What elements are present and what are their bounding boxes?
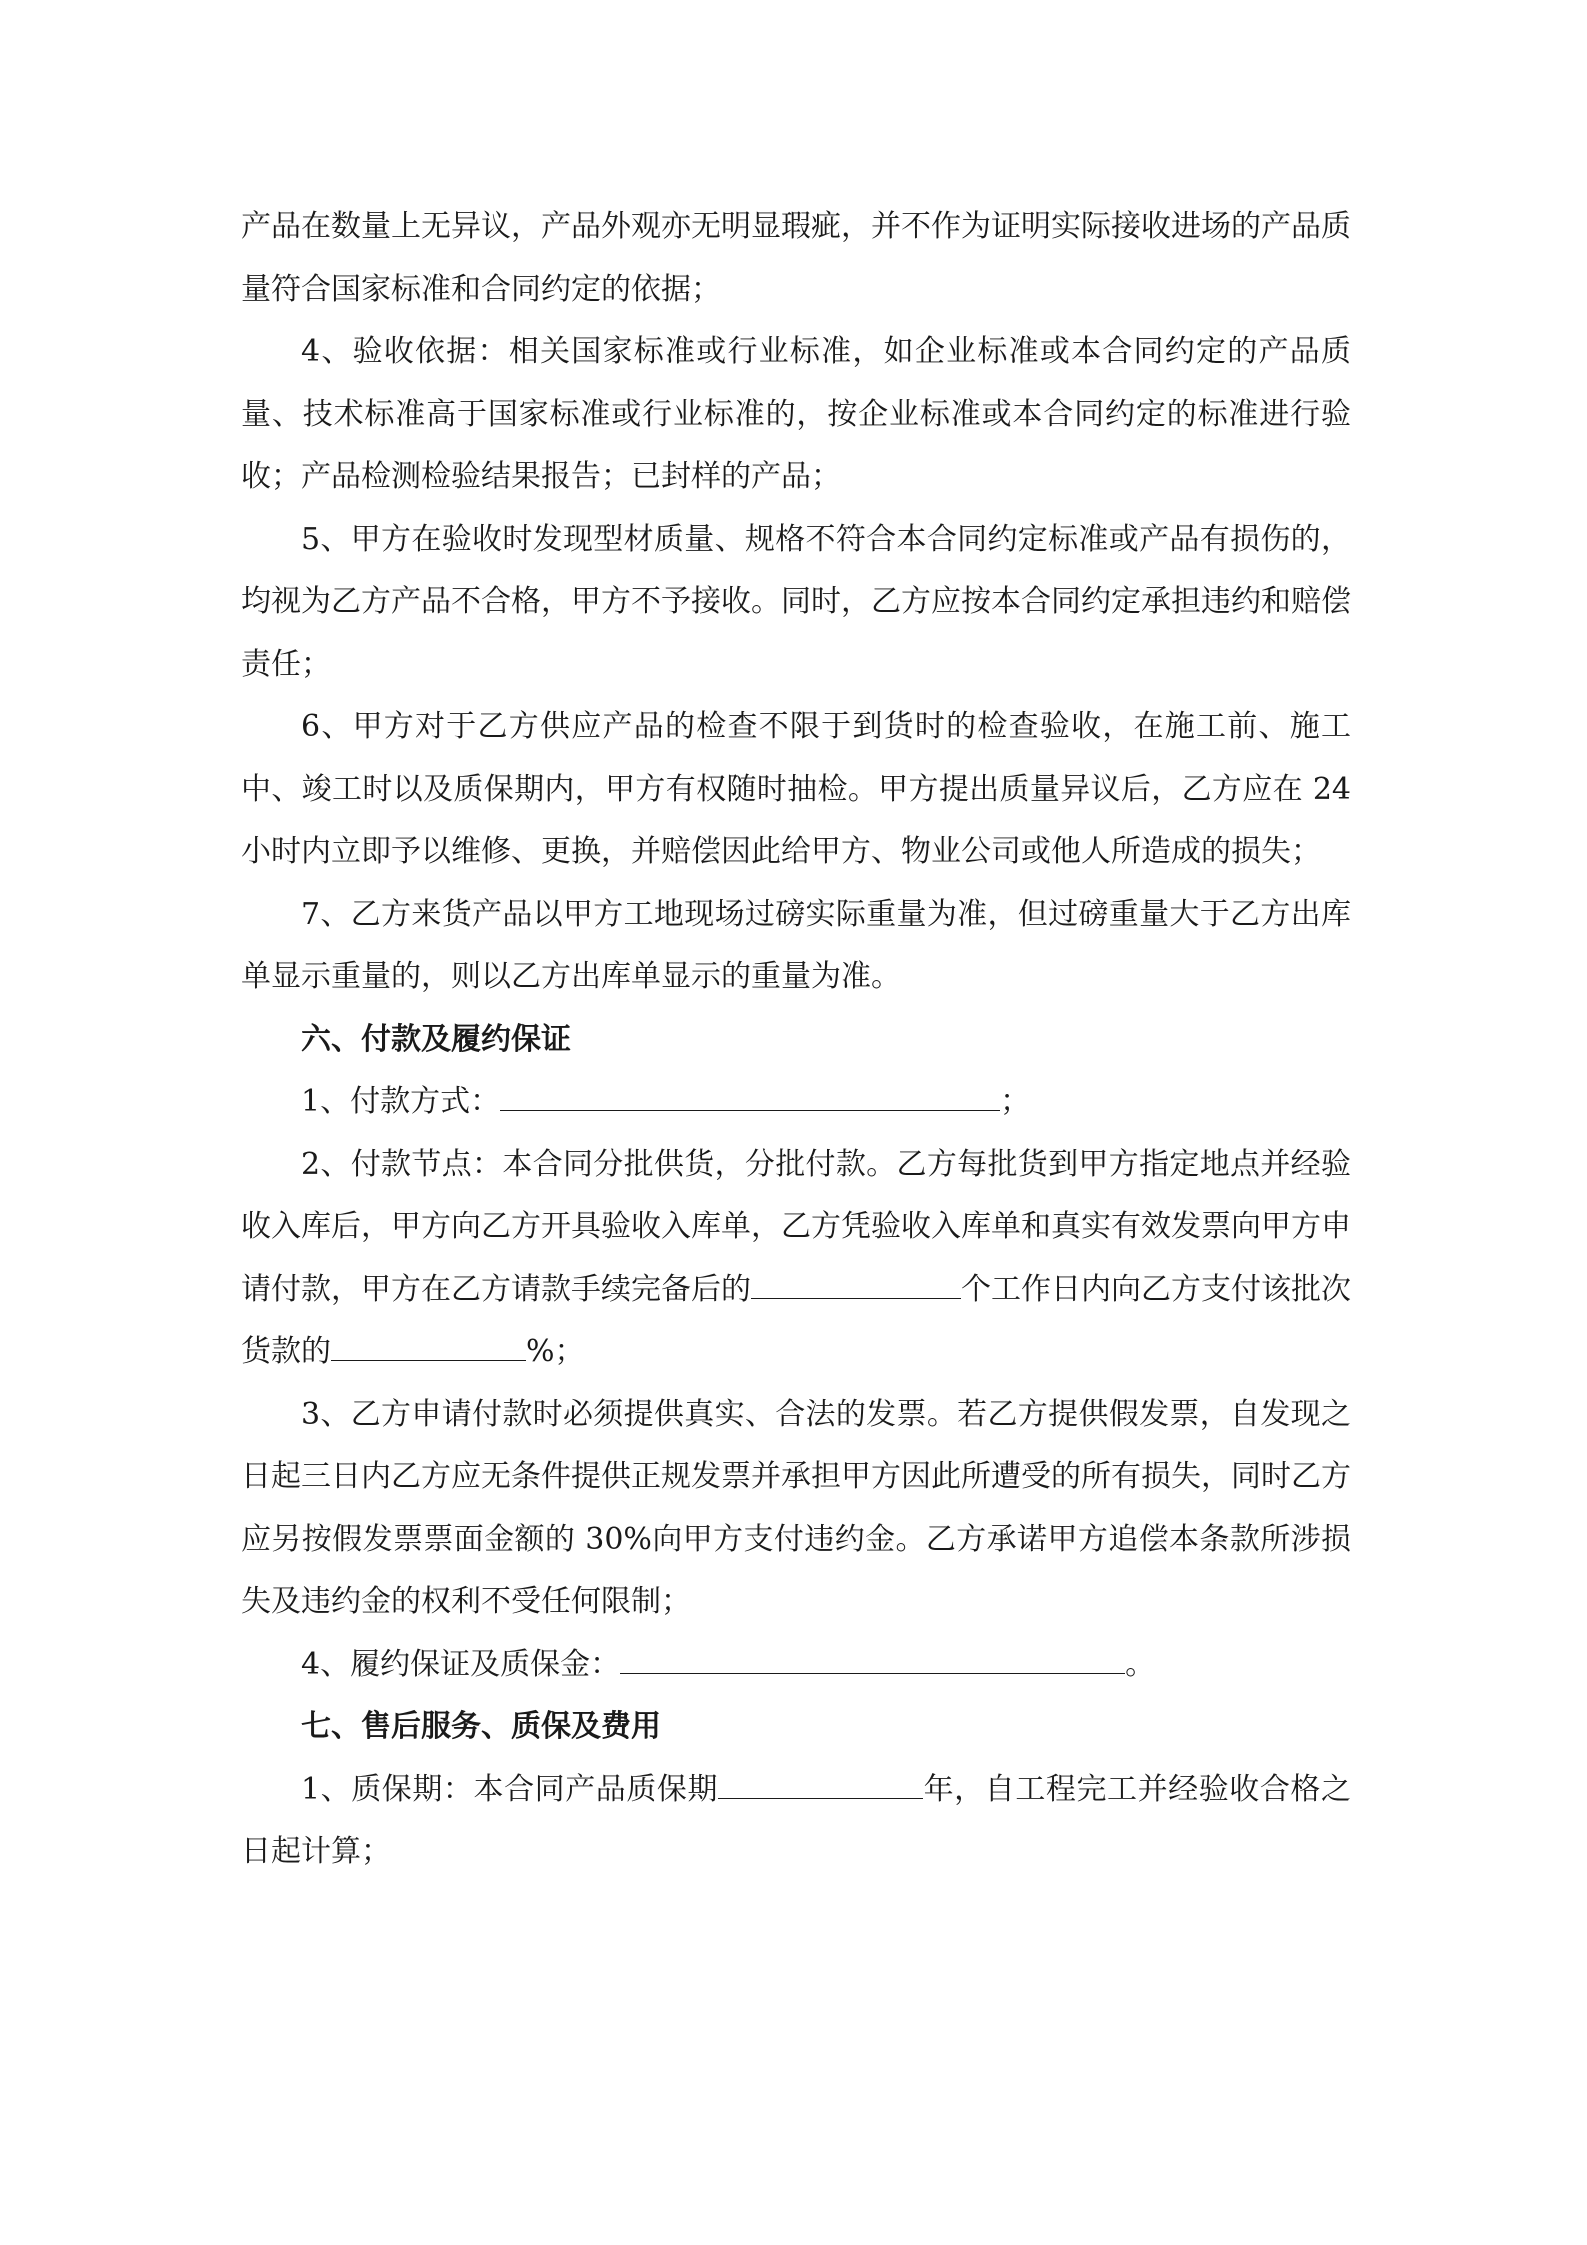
payment-method-label: 1、付款方式： <box>301 1084 501 1119</box>
paragraph-acceptance-note: 产品在数量上无异议，产品外观亦无明显瑕疵，并不作为证明实际接收进场的产品质量符合国家标准和合同约定的依据； <box>241 209 1351 307</box>
paragraph-quality-nonconformity: 5、甲方在验收时发现型材质量、规格不符合本合同约定标准或产品有损伤的，均视为乙方产品不合格，甲方不予接收。同时，乙方应按本合同约定承担违约和赔偿责任； <box>241 521 1351 682</box>
paragraph-weight-standard: 7、乙方来货产品以甲方工地现场过磅实际重量为准，但过磅重量大于乙方出库单显示重量的，则以乙方出库单显示的重量为准。 <box>241 896 1351 994</box>
contract-body <box>241 196 1351 1884</box>
paragraph-acceptance-basis: 4、验收依据：相关国家标准或行业标准，如企业标准或本合同约定的产品质量、技术标准高于国家标准或行业标准的，按企业标准或本合同约定的标准进行验收；产品检测检验结果报告；已封样的产品； <box>241 334 1351 494</box>
payment-percent-blank <box>331 1326 526 1361</box>
payment-node-mid: 个工作日内向乙方支付该批次货款的 <box>241 1271 1351 1369</box>
guarantee-end: 。 <box>1125 1646 1156 1682</box>
paragraph-warranty-period <box>241 1759 1351 1884</box>
payment-days-blank <box>751 1264 961 1299</box>
guarantee-blank <box>620 1639 1125 1674</box>
payment-method-blank <box>500 1076 1000 1111</box>
payment-node-end: %； <box>526 1334 585 1369</box>
payment-method-end: ； <box>1000 1084 1031 1119</box>
paragraph-inspection-rights: 6、甲方对于乙方供应产品的检查不限于到货时的检查验收，在施工前、施工中、竣工时以及质保期内，甲方有权随时抽检。甲方提出质量异议后，乙方应在 24 小时内立即予以维修、更换，并赔偿因此给甲方、物业公司或他人所造成的损失； <box>241 709 1351 869</box>
payment-node-text: 2、付款节点：本合同分批供货，分批付款。乙方每批货到甲方指定地点并经验收入库后，甲方向乙方开具验收入库单，乙方凭验收入库单和真实有效发票向甲方申请付款，甲方在乙方请款手续完备后的 <box>241 1146 1351 1307</box>
paragraph-payment-node <box>241 1134 1351 1384</box>
warranty-years-blank <box>718 1764 923 1799</box>
paragraph-guarantee <box>241 1634 1351 1697</box>
section-heading-after-sales: 七、售后服务、质保及费用 <box>301 1709 661 1744</box>
warranty-label: 1、质保期：本合同产品质保期 <box>301 1771 719 1807</box>
section-heading-payment: 六、付款及履约保证 <box>301 1021 571 1057</box>
guarantee-label: 4、履约保证及质保金： <box>301 1646 621 1682</box>
paragraph-payment-method <box>241 1071 1351 1134</box>
paragraph-invoice-terms: 3、乙方申请付款时必须提供真实、合法的发票。若乙方提供假发票，自发现之日起三日内乙方应无条件提供正规发票并承担甲方因此所遭受的所有损失，同时乙方应另按假发票票面金额的 30%向甲方支付违约金。乙方承诺甲方追偿本条款所涉损失及违约金的权利不受任何限制； <box>241 1396 1351 1619</box>
warranty-end: 年，自工程完工并经验收合格之日起计算； <box>241 1771 1351 1869</box>
